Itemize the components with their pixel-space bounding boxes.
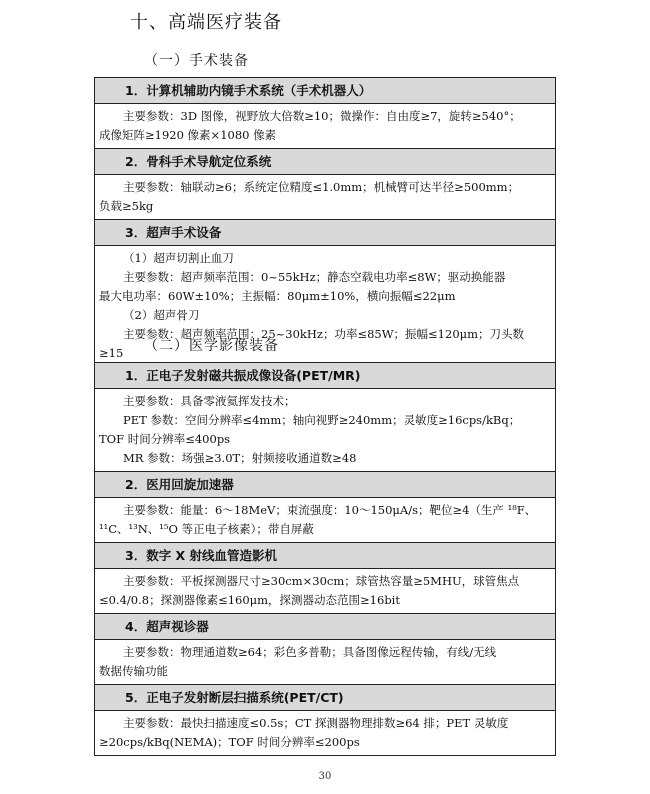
section-title: 十、高端医疗装备 — [130, 12, 282, 33]
item-header: 2．骨科手术导航定位系统 — [95, 148, 555, 175]
item-body — [95, 389, 555, 471]
spec-line: （2）超声骨刀 — [123, 308, 200, 322]
item-header: 3．数字 X 射线血管造影机 — [95, 542, 555, 569]
spec-line: 负载≥5kg — [99, 199, 154, 213]
spec-line: 主要参数：最快扫描速度≤0.5s；CT 探测器物理排数≥64 排；PET 灵敏度 — [123, 716, 509, 730]
spec-line: 主要参数：物理通道数≥64；彩色多普勒；具备图像远程传输，有线/无线 — [123, 645, 497, 659]
spec-line: 主要参数：平板探测器尺寸≥30cm×30cm；球管热容量≥5MHU，球管焦点 — [123, 574, 520, 588]
item-header: 1．计算机辅助内镜手术系统（手术机器人） — [95, 78, 555, 104]
spec-line: 主要参数：轴联动≥6；系统定位精度≤1.0mm；机械臂可达半径≥500mm； — [123, 180, 520, 194]
spec-line: ≥15 — [99, 346, 124, 360]
spec-line: 最大电功率：60W±10%；主振幅：80μm±10%，横向振幅≤22μm — [99, 289, 456, 303]
spec-line: ≥20cps/kBq(NEMA)；TOF 时间分辨率≤200ps — [99, 735, 360, 749]
spec-line: 主要参数：3D 图像，视野放大倍数≥10；微操作：自由度≥7，旋转≥540°； — [123, 109, 521, 123]
item-header: 2．医用回旋加速器 — [95, 471, 555, 498]
page-number: 30 — [318, 771, 332, 782]
table-surgical-equipment — [94, 77, 556, 367]
table-imaging-equipment — [94, 362, 556, 756]
spec-line: 主要参数：能量：6～18MeV；束流强度：10～150μA/s；靶位≥4（生产 ¹⁸F、 — [123, 503, 537, 517]
spec-line: （1）超声切割止血刀 — [123, 251, 234, 265]
spec-line: TOF 时间分辨率≤400ps — [99, 432, 231, 446]
item-header: 3．超声手术设备 — [95, 219, 555, 246]
item-body — [95, 175, 555, 219]
spec-line: ¹¹C、¹³N、¹⁵O 等正电子核素）；带自屏蔽 — [99, 522, 314, 536]
spec-line: MR 参数：场强≥3.0T；射频接收通道数≥48 — [123, 451, 357, 465]
item-body — [95, 104, 555, 148]
spec-line: 主要参数：超声频率范围：0~55kHz；静态空载电功率≤8W；驱动换能器 — [123, 270, 506, 284]
spec-line: PET 参数：空间分辨率≤4mm；轴向视野≥240mm；灵敏度≥16cps/kBq； — [123, 413, 521, 427]
subsection-heading-imaging: （二）医学影像装备 — [144, 338, 279, 354]
item-body — [95, 498, 555, 542]
spec-line: 成像矩阵≥1920 像素×1080 像素 — [99, 128, 277, 142]
spec-line: ≤0.4/0.8；探测器像素≤160μm，探测器动态范围≥16bit — [99, 593, 400, 607]
item-header: 4．超声视诊器 — [95, 613, 555, 640]
item-body — [95, 569, 555, 613]
spec-line: 数据传输功能 — [99, 664, 168, 678]
item-body — [95, 711, 555, 755]
item-header: 5．正电子发射断层扫描系统(PET/CT) — [95, 684, 555, 711]
item-body — [95, 640, 555, 684]
spec-line: 主要参数：超声频率范围：25~30kHz；功率≤85W；振幅≤120μm；刀头数 — [123, 327, 525, 341]
subsection-heading-surgical: （一）手术装备 — [144, 53, 249, 69]
item-header: 1．正电子发射磁共振成像设备(PET/MR) — [95, 363, 555, 389]
spec-line: 主要参数：具备零液氦挥发技术； — [123, 394, 296, 408]
